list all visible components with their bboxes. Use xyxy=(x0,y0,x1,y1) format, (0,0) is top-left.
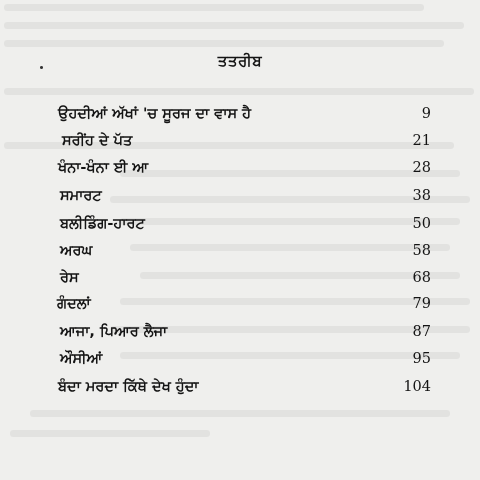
toc-entry-title: ਸਮਾਰਟ xyxy=(60,188,102,204)
toc-entry[interactable] xyxy=(0,188,480,210)
toc-entry-page: 58 xyxy=(412,243,431,259)
toc-entry[interactable] xyxy=(0,216,480,238)
toc-entry[interactable] xyxy=(0,324,480,346)
toc-entry-title: ਰੇਸ xyxy=(60,270,79,286)
toc-entry-page: 38 xyxy=(412,188,431,204)
toc-entry-title: ਉਹਦੀਆਂ ਅੱਖਾਂ 'ਚ ਸੂਰਜ ਦਾ ਵਾਸ ਹੈ xyxy=(58,106,252,122)
toc-entry[interactable] xyxy=(0,160,480,182)
toc-entry-page: 104 xyxy=(403,379,431,395)
toc-entry[interactable] xyxy=(0,243,480,265)
toc-entry[interactable] xyxy=(0,379,480,401)
toc-entry-title: ਆਜਾ, ਪਿਆਰ ਲੈਜਾ xyxy=(60,324,168,340)
toc-entry-page: 50 xyxy=(412,216,431,232)
toc-entry[interactable] xyxy=(0,270,480,292)
toc-entry-page: 95 xyxy=(412,351,431,367)
toc-entry-title: ਬਲੀਡਿੰਗ-ਹਾਰਟ xyxy=(60,216,145,232)
toc-entry[interactable] xyxy=(0,106,480,128)
toc-entry-title: ਔਸੀਆਂ xyxy=(60,351,103,367)
page-title: ਤਤਰੀਬ xyxy=(217,52,263,70)
toc-entry-title: ਬੰਦਾ ਮਰਦਾ ਕਿੱਥੇ ਦੇਖ ਹੁੰਦਾ xyxy=(58,379,199,395)
toc-entry-page: 68 xyxy=(412,270,431,286)
toc-entry-title: ਅਰਘ xyxy=(60,243,93,259)
toc-entry[interactable] xyxy=(0,351,480,373)
toc-entry-page: 87 xyxy=(412,324,431,340)
toc-entry-title: ਗੰਦਲਾਂ xyxy=(57,296,91,312)
toc-entry[interactable] xyxy=(0,296,480,318)
toc-entry[interactable] xyxy=(0,133,480,155)
toc-entry-page: 9 xyxy=(421,106,431,122)
toc-entry-page: 79 xyxy=(412,296,431,312)
toc-entry-page: 21 xyxy=(412,133,431,149)
toc-entry-title: ਖੰਨਾ-ਖੰਨਾ ਈ ਆ xyxy=(58,160,149,176)
toc-entry-title: ਸਰੀਂਹ ਦੇ ਪੱਤ xyxy=(62,133,133,149)
toc-entry-page: 28 xyxy=(412,160,431,176)
